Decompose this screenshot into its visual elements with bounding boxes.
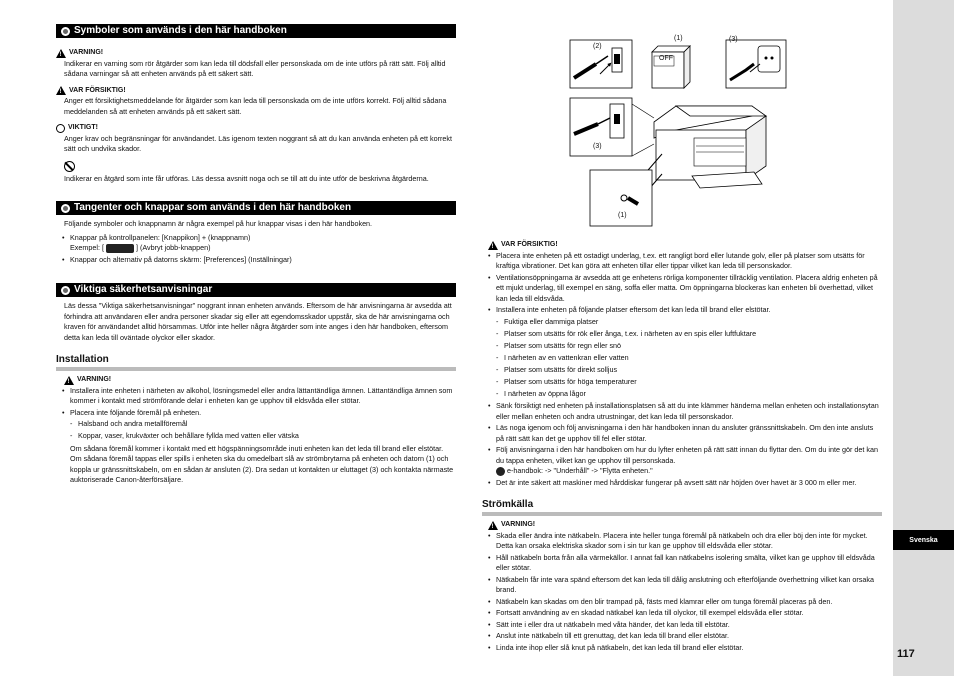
caution-triangle-icon bbox=[56, 86, 66, 95]
keys-heading: Tangenter och knappar som används i den här handboken bbox=[56, 201, 456, 215]
caution-list bbox=[482, 251, 882, 489]
location-sublist bbox=[496, 317, 882, 400]
sub-item: - I närheten av en vattenkran eller vatten bbox=[504, 353, 882, 364]
sub-item: - I närheten av öppna lågor bbox=[504, 389, 882, 400]
installation-heading: Installation bbox=[56, 353, 456, 371]
printer-cable-drawing bbox=[566, 34, 882, 230]
power-warning-label: ! VARNING! bbox=[488, 520, 882, 531]
sub-item: - Halsband och andra metallföremål bbox=[78, 419, 456, 430]
important-icon bbox=[56, 124, 65, 133]
list-item: • Nätkabeln får inte vara spänd eftersom det kan leda till dålig anslutning och efterföljande överhettning vilket kan orsaka brand. bbox=[496, 575, 882, 596]
section-bullet-icon bbox=[61, 27, 70, 36]
list-item: • Installera inte enheten i närheten av alkohol, lösningsmedel eller andra lättantändliga ämnen. Lättantändliga ämnen som kommer i kontakt med strömförande delar i enheten kan ge upphov till eldsvåda eller stötar. bbox=[70, 386, 456, 407]
caption-1-pc: (1) bbox=[674, 35, 683, 42]
keys-intro: Följande symboler och knappnamn är några exempel på hur knappar visas i den här handboken. bbox=[64, 219, 373, 228]
sub-item: - Platser som utsätts för regn eller snö bbox=[504, 341, 882, 352]
left-column bbox=[56, 24, 456, 487]
list-item: • Håll nätkabeln borta från alla värmekällor. I annat fall kan nätkabelns isolering smälta, vilket kan ge upphov till eldsvåda eller stötar. bbox=[496, 553, 882, 574]
section-bullet-icon bbox=[61, 204, 70, 213]
caution-triangle-icon bbox=[488, 241, 498, 250]
warning-triangle-icon bbox=[488, 521, 498, 530]
caption-3-socket: (3) bbox=[729, 36, 738, 43]
list-item: • Linda inte ihop eller slå knut på nätkabeln, det kan leda till brand eller elstötar. bbox=[496, 643, 882, 654]
important-text: Anger krav och begränsningar för användandet. Läs igenom texten noggrant så att du kan använda enheten på ett korrekt sätt och undvika skador. bbox=[64, 133, 452, 153]
list-item: • Placera inte följande föremål på enheten. - Halsband och andra metallföremål - Koppar, vaser, krukväxter och behållare fyllda med vatten eller vätska Om sådana föremål kommer i kontakt med ett högspänningsområde inuti enheten kan det leda till brand eller elstötar. Om sådana föremål tappas eller spills i enheten ska du omedelbart slå av strömbrytarna på enheten och datorn (1) och koppla ur gränssnittskabeln, om en sådan är ansluten (2). Dra sedan ut kontakten ur eluttaget (3) och kontakta närmaste auktoriserade Canon-återförsäljare. bbox=[70, 408, 456, 486]
safety-intro: Läs dessa "Viktiga säkerhetsanvisningar" noggrant innan enheten används. Eftersom de här anvisningarna är avsedda att förhindra att användaren eller andra personer skadar sig eller att egendomsskador uppstår, ska de här anvisningarna och kraven för användandet alltid hörsammas. Utför inte heller några åtgärder som inte anges i den här handboken, eftersom detta kan leda till oväntade olyckor eller skador. bbox=[64, 301, 452, 342]
sub-item: - Platser som utsätts för direkt solljus bbox=[504, 365, 882, 376]
list-item: • Skada eller ändra inte nätkabeln. Placera inte heller tunga föremål på nätkabeln och dra eller böj den inte för mycket. Detta kan orsaka elektriska skador som i sin tur kan ge upphov till eldsvåda eller stötar. bbox=[496, 531, 882, 552]
list-item: • Sänk försiktigt ned enheten på installationsplatsen så att du inte klämmer händerna mellan enheten och installationsytan eller mellan enheten och andra utrustningar, det kan leda till personskador. bbox=[496, 401, 882, 422]
list-item: • Fortsatt användning av en skadad nätkabel kan leda till olyckor, till exempel eldsvåda eller stötar. bbox=[496, 608, 882, 619]
stop-key-icon bbox=[106, 244, 134, 253]
list-item: • Anslut inte nätkabeln till ett grenuttag, det kan leda till brand eller elstötar. bbox=[496, 631, 882, 642]
warning-label: ! VARNING! bbox=[56, 48, 456, 59]
section-bullet-icon bbox=[61, 286, 70, 295]
safety-heading: Viktiga säkerhetsanvisningar bbox=[56, 283, 456, 297]
sub-item: - Fuktiga eller dammiga platser bbox=[504, 317, 882, 328]
keys-list bbox=[56, 233, 456, 266]
language-tab: Svenska bbox=[893, 530, 954, 550]
off-label: OFF bbox=[659, 55, 673, 62]
prohibit-text: Indikerar en åtgärd som inte får utföras. Läs dessa avsnitt noga och se till att du inte utför de beskrivna åtgärderna. bbox=[64, 173, 429, 183]
list-item: • Det är inte säkert att maskiner med hårddiskar fungerar på avsett sätt när höjden över havet är 3 000 m eller mer. bbox=[496, 478, 882, 489]
warning-text: Indikerar en varning som rör åtgärder som kan leda till dödsfall eller personskada om de inte utförs på rätt sätt. Följ alltid sådana varningar så att enheten används på ett säkert sätt. bbox=[64, 58, 446, 78]
caption-1-switch: (1) bbox=[618, 212, 627, 219]
list-item: • Placera inte enheten på ett ostadigt underlag, t.ex. ett rangligt bord eller lutande golv, eller på platser som utsätts för kraftiga vibrationer. Det kan göra att enheten tillar eller tippar vilket kan leda till personskador. bbox=[496, 251, 882, 272]
unplug-illustration bbox=[566, 34, 882, 230]
sub-item: - Platser som utsätts för höga temperaturer bbox=[504, 377, 882, 388]
installation-list bbox=[56, 386, 456, 486]
sub-item: - Platser som utsätts för rök eller ånga, t.ex. i närheten av en spis eller luftfuktare bbox=[504, 329, 882, 340]
list-item: • Ventilationsöppningarna är avsedda att ge enhetens rörliga komponenter tillräcklig ventilation. Placera aldrig enheten på ett mjukt underlag, till exempel en säng, soffa eller matta. Om öppningarna blockeras kan enheten bli överhettad, vilket kan leda till eldsvåda. bbox=[496, 273, 882, 305]
caption-2: (2) bbox=[593, 43, 602, 50]
e-manual-reference[interactable]: e-handbok: -> "Underhåll" -> "Flytta enheten." bbox=[507, 466, 653, 475]
sub-item: - Koppar, vaser, krukväxter och behållare fyllda med vatten eller vätska bbox=[78, 431, 456, 442]
caption-3-panel: (3) bbox=[593, 143, 602, 150]
important-label: VIKTIGT! bbox=[56, 123, 456, 134]
page-number: 117 bbox=[897, 648, 915, 660]
list-item: • Knappar och alternativ på datorns skärm: [Preferences] (Inställningar) bbox=[70, 255, 456, 266]
e-manual-icon bbox=[496, 467, 505, 476]
power-list bbox=[482, 531, 882, 654]
installation-warning-label: ! VARNING! bbox=[64, 375, 456, 386]
warning-triangle-icon bbox=[56, 49, 66, 58]
list-item: • Läs noga igenom och följ anvisningarna i den här handboken innan du ansluter gränssnittskabeln. Om den inte ansluts på rätt sätt kan det ge upphov till fel eller stötar. bbox=[496, 423, 882, 444]
installation-sublist bbox=[70, 419, 456, 442]
prohibited-icon bbox=[64, 161, 75, 172]
side-strip bbox=[893, 0, 954, 676]
right-column bbox=[482, 240, 882, 654]
list-item: • Nätkabeln kan skadas om den blir trampad på, fästs med klamrar eller om tunga föremål placeras på den. bbox=[496, 597, 882, 608]
list-item: • Sätt inte i eller dra ut nätkabeln med våta händer, det kan leda till elstötar. bbox=[496, 620, 882, 631]
list-item: • Följ anvisningarna i den här handboken om hur du lyfter enheten på rätt sätt innan du flyttar den. Om du inte gör det kan du tappa enheten, vilket kan ge upphov till personskada. e-handbok: -> "Underhåll" -> "Flytta enheten." bbox=[496, 445, 882, 477]
warning-triangle-icon bbox=[64, 376, 74, 385]
caution-text: Anger ett försiktighetsmeddelande för åtgärder som kan leda till personskada om de inte utförs korrekt. Följ alltid sådana meddelanden så att enheten används på ett säkert sätt. bbox=[64, 96, 447, 116]
caution-label: ! VAR FÖRSIKTIG! bbox=[488, 240, 882, 251]
symbols-heading: Symboler som används i den här handboken bbox=[56, 24, 456, 38]
list-item: • Knappar på kontrollpanelen: [Knappikon] + (knappnamn) Exempel: [ ] (Avbryt jobb-knappen) bbox=[70, 233, 456, 254]
caution-label: ! VAR FÖRSIKTIG! bbox=[56, 86, 456, 97]
list-item: • Installera inte enheten på följande platser eftersom det kan leda till brand eller elstötar. - Fuktiga eller dammiga platser - Platser som utsätts för rök eller ånga, t.ex. i närheten av en spis eller luftfuktare - Platser som utsätts för regn eller snö - I närheten av en vattenkran eller vatten - Platser som utsätts för direkt solljus - Platser som utsätts för höga temperaturer - I närheten av öppna lågor bbox=[496, 305, 882, 399]
power-heading: Strömkälla bbox=[482, 498, 882, 516]
